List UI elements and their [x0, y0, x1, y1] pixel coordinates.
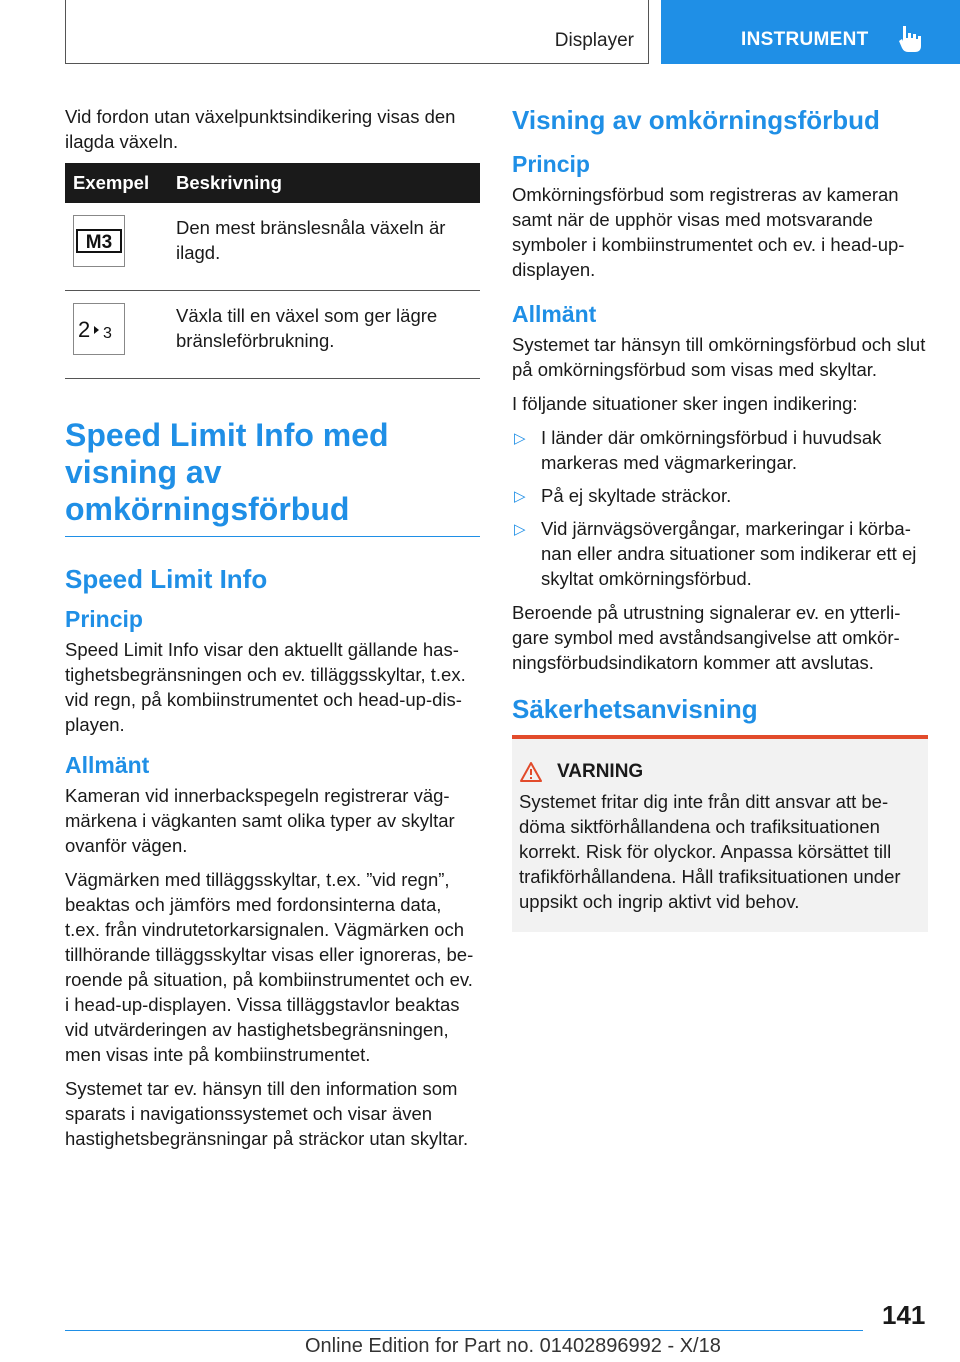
allmant-paragraph: Vägmärken med tilläggsskyltar, t.ex. ”vid regn”, beaktas och jämförs med fordonsinterna data, t.ex. från vindrutetorkarsignalen. Vägmärken och tillhörande tilläggsskyltar visas eller ignoreras, beroende på situation, på kombiinstrumentet och ev. i head-up-displayen. Vissa tilläggstavlor beaktas vid utvärderingen av hastighetsbegränsningen, men visas inte på kombiinstrumentet. [65, 869, 474, 1065]
list-item-text: På ej skyltade sträckor. [541, 485, 732, 506]
situation-list [512, 425, 928, 591]
warning-title: VARNING [557, 761, 644, 782]
table-cell-description: Den mest bränslesnåla växeln är ilagd. [168, 203, 480, 291]
table-cell-description: Växla till en växel som ger lägre bränsleförbrukning. [168, 291, 480, 379]
right-column [512, 104, 928, 932]
allmant-paragraph: Beroende på utrustning signalerar ev. en ytterligare symbol med avståndsangivelse att omkörningsförbudsindikatorn kommer att avslutas. [512, 602, 901, 673]
table-row [65, 291, 480, 379]
main-heading: Speed Limit Info med visning av omkörningsförbud [65, 417, 389, 527]
list-item [512, 425, 928, 475]
header-section-box [65, 0, 649, 64]
triangle-bullet-icon: ▷ [514, 521, 526, 538]
gear-symbol-text: M3 [85, 232, 113, 253]
warning-text: Systemet fritar dig inte från ditt ansvar att bedöma siktförhållandena och trafiksituationen korrekt. Risk för olyckor. Anpassa körsättet till trafikförhållandena. Håll trafiksituationen under uppsikt och ingrip aktivt vid behov. [519, 791, 901, 912]
allmant-paragraph: Systemet tar ev. hänsyn till den information som sparats i navigationssystemet och visar även hastighetsbegränsningar på sträckor utan skyltar. [65, 1078, 469, 1149]
chapter-tab-label: INSTRUMENT [741, 29, 869, 50]
allmant-heading: Allmänt [512, 301, 597, 327]
intro-text: Vid fordon utan växelpunktsindikering visas den ilagda växeln. [65, 106, 456, 152]
gear-table [65, 163, 480, 379]
table-header-example: Exempel [65, 163, 168, 203]
triangle-bullet-icon: ▷ [514, 430, 526, 447]
princip-text: Speed Limit Info visar den aktuellt gällande hastighetsbegränsningen och ev. tilläggsskyltar, t.ex. vid regn, på kombiinstrumentet och head-up-displayen. [65, 639, 466, 735]
allmant-paragraph: Kameran vid innerbackspegeln registrerar vägmärkena i vägkanten samt olika typer av skyltar ovanför vägen. [65, 785, 455, 856]
safety-heading: Säkerhetsanvisning [512, 694, 758, 724]
edition-text: Online Edition for Part no. 01402896992 - X/18 [305, 1335, 721, 1357]
princip-heading: Princip [512, 151, 590, 177]
allmant-paragraph: I följande situationer sker ingen indikering: [512, 393, 858, 414]
overtaking-heading: Visning av omkörningsförbud [512, 105, 880, 135]
footer-divider [65, 1330, 863, 1331]
pointing-hand-icon [897, 24, 925, 54]
princip-text: Omkörningsförbud som registreras av kameran samt när de upphör visas med motsvarande symboler i kombiinstrumentet och ev. i head-up-displayen. [512, 184, 905, 280]
princip-heading: Princip [65, 606, 143, 632]
left-column [65, 104, 480, 1160]
gear-to-text: 3 [103, 325, 112, 342]
allmant-paragraph: Systemet tar hänsyn till omkörningsförbud och slut på omkörningsförbud som visas med skyltar. [512, 334, 926, 380]
shift-arrow-icon [76, 316, 122, 342]
list-item-text: Vid järnvägsövergångar, markeringar i körbanan eller andra situationer som indikerar ett ej skyltat omkörningsförbud. [541, 518, 917, 589]
list-item-text: I länder där omkörningsförbud i huvudsak markeras med vägmarkeringar. [541, 427, 882, 473]
gear-from-text: 2 [78, 317, 91, 342]
list-item [512, 483, 928, 508]
chapter-tab[interactable] [661, 0, 960, 64]
main-heading-block [65, 417, 480, 537]
gear-indicator-icon [76, 229, 122, 253]
triangle-bullet-icon: ▷ [514, 488, 526, 505]
allmant-heading: Allmänt [65, 752, 150, 778]
gear-m3-symbol [73, 215, 125, 267]
warning-box [512, 735, 928, 932]
table-row [65, 203, 480, 291]
list-item [512, 516, 928, 591]
warning-triangle-icon [519, 761, 543, 783]
sub-heading: Speed Limit Info [65, 564, 268, 594]
table-header-description: Beskrivning [168, 163, 480, 203]
section-title: Displayer [554, 30, 634, 51]
page-number: 141 [882, 1300, 926, 1330]
shift-up-symbol [73, 303, 125, 355]
